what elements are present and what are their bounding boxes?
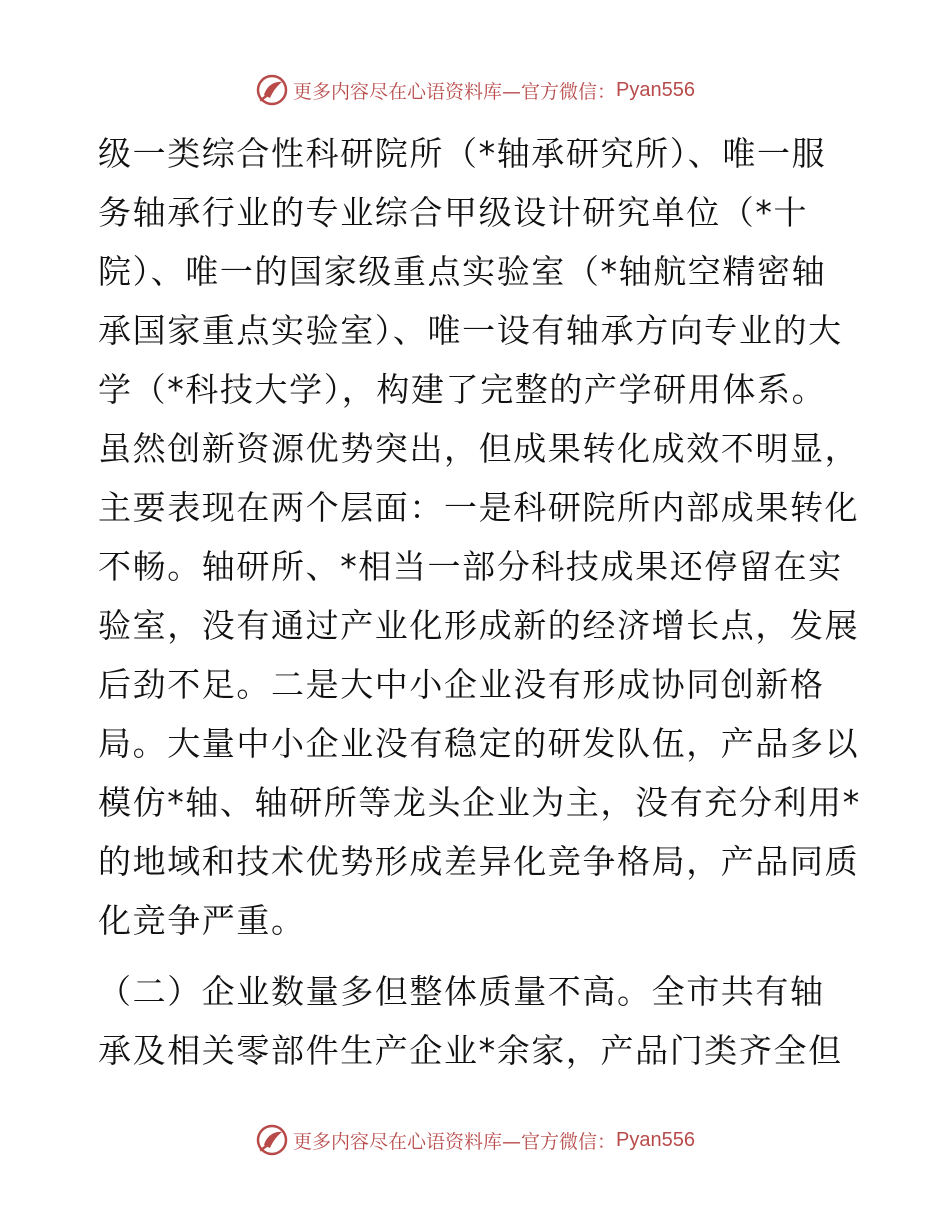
body-line: 验室，没有通过产业化形成新的经济增长点，发展 [98, 606, 860, 645]
watermark-header [0, 72, 950, 108]
body-line: 主要表现在两个层面：一是科研院所内部成果转化 [98, 488, 860, 527]
body-line: 化竞争严重。 [98, 901, 306, 940]
watermark-footer [0, 1122, 950, 1158]
paragraph-gap [98, 950, 858, 962]
brand-logo-icon [255, 1123, 289, 1157]
brand-logo-icon [255, 73, 289, 107]
watermark-wechat-id: Pyan556 [616, 1128, 695, 1151]
body-line: 院）、唯一的国家级重点实验室（*轴航空精密轴 [98, 252, 827, 291]
body-line: 承国家重点实验室）、唯一设有轴承方向专业的大 [98, 311, 843, 350]
watermark-text: 更多内容尽在心语资料库—官方微信： [293, 80, 617, 103]
body-line: 局。大量中小企业没有稳定的研发队伍，产品多以 [98, 724, 860, 763]
watermark-wechat-id: Pyan556 [616, 78, 695, 101]
body-line: 虽然创新资源优势突出，但成果转化成效不明显， [98, 429, 860, 468]
body-line: 模仿*轴、轴研所等龙头企业为主，没有充分利用* [98, 783, 861, 822]
body-line: 后劲不足。二是大中小企业没有形成协同创新格 [98, 665, 825, 704]
body-line: 承及相关零部件生产企业*余家，产品门类齐全但 [98, 1031, 843, 1070]
section-heading-line: （二）企业数量多但整体质量不高。全市共有轴 [98, 972, 825, 1011]
body-line: 的地域和技术优势形成差异化竞争格局，产品同质 [98, 842, 860, 881]
body-line: 务轴承行业的专业综合甲级设计研究单位（*十 [98, 193, 809, 232]
document-body [98, 124, 861, 1080]
body-line: 级一类综合性科研院所（*轴承研究所）、唯一服 [98, 134, 827, 173]
body-line: 不畅。轴研所、*相当一部分科技成果还停留在实 [98, 547, 843, 586]
watermark-text: 更多内容尽在心语资料库—官方微信： [293, 1130, 617, 1153]
body-line: 学（*科技大学），构建了完整的产学研用体系。 [98, 370, 827, 409]
